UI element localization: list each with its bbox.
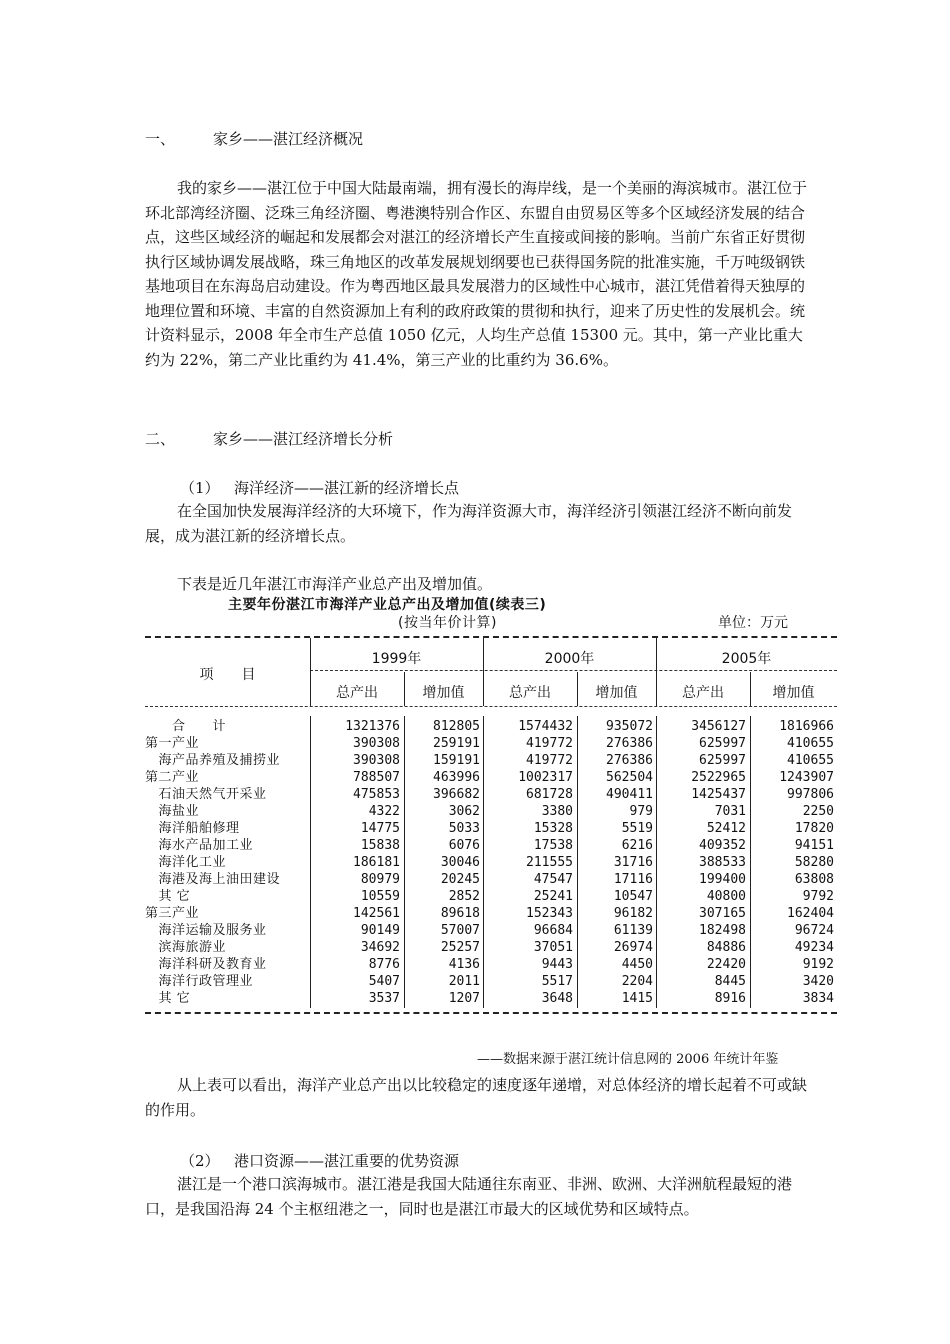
row-label: 海水产品加工业 (145, 838, 254, 853)
paragraph-4-text: 从上表可以看出，海洋产业总产出以比较稳定的速度逐年递增，对总体经济的增长起着不可或缺的作用。 (145, 1076, 808, 1119)
table-header-rule (145, 706, 837, 707)
cell-added-value: 9192 (802, 957, 834, 972)
cell-output: 80979 (360, 872, 400, 887)
cell-output: 1574432 (518, 719, 573, 734)
cell-output: 8776 (368, 957, 400, 972)
cell-added-value: 20245 (440, 872, 480, 887)
cell-output: 142561 (353, 906, 400, 921)
table-subtitle: (按当年价计算) (398, 615, 497, 631)
cell-output: 8916 (714, 991, 746, 1006)
paragraph-1 (145, 176, 815, 372)
table-row (145, 854, 837, 871)
table-row (145, 990, 837, 1007)
cell-added-value: 96182 (613, 906, 653, 921)
cell-output: 15328 (533, 821, 573, 836)
cell-added-value: 1816966 (779, 719, 834, 734)
cell-added-value: 26974 (613, 940, 653, 955)
row-label: 石油天然气开采业 (145, 787, 267, 802)
cell-output: 7031 (714, 804, 746, 819)
cell-added-value: 31716 (613, 855, 653, 870)
cell-output: 388533 (699, 855, 746, 870)
cell-added-value: 463996 (433, 770, 480, 785)
row-label: 海产品养殖及捕捞业 (145, 753, 281, 768)
row-label: 海洋运输及服务业 (145, 923, 267, 938)
cell-added-value: 89618 (440, 906, 480, 921)
cell-output: 625997 (699, 736, 746, 751)
cell-added-value: 2204 (621, 974, 653, 989)
table-row (145, 905, 837, 922)
cell-added-value: 57007 (440, 923, 480, 938)
section-1-heading (145, 128, 363, 149)
row-label: 其 它 (145, 889, 191, 904)
paragraph-2 (145, 499, 815, 548)
year-header-2000: 2000年 (544, 651, 595, 667)
table-year-rule (310, 670, 837, 671)
table-row (145, 973, 837, 990)
row-label: 合 计 (145, 719, 227, 734)
cell-output: 1321376 (345, 719, 400, 734)
cell-added-value: 410655 (787, 753, 834, 768)
table-row (145, 888, 837, 905)
cell-output: 9443 (541, 957, 573, 972)
cell-added-value: 30046 (440, 855, 480, 870)
subheader-output: 总产出 (682, 685, 724, 701)
cell-added-value: 410655 (787, 736, 834, 751)
subsection-1-number: （1） (180, 479, 220, 497)
cell-output: 475853 (353, 787, 400, 802)
cell-output: 390308 (353, 736, 400, 751)
table-row (145, 803, 837, 820)
cell-added-value: 3834 (802, 991, 834, 1006)
cell-added-value: 5033 (448, 821, 480, 836)
cell-added-value: 276386 (606, 736, 653, 751)
cell-added-value: 17116 (613, 872, 653, 887)
cell-output: 84886 (706, 940, 746, 955)
year-header-2005: 2005年 (721, 651, 772, 667)
cell-output: 681728 (526, 787, 573, 802)
cell-output: 419772 (526, 736, 573, 751)
subsection-1-title: 海洋经济——湛江新的经济增长点 (234, 479, 460, 497)
cell-output: 211555 (526, 855, 573, 870)
cell-added-value: 490411 (606, 787, 653, 802)
table-intro: 下表是近几年湛江市海洋产业总产出及增加值。 (177, 575, 493, 593)
section-1-number: 一、 (145, 130, 176, 148)
cell-output: 17538 (533, 838, 573, 853)
table-row (145, 922, 837, 939)
section-2-number: 二、 (145, 430, 176, 448)
row-label: 其 它 (145, 991, 191, 1006)
cell-added-value: 3062 (448, 804, 480, 819)
cell-added-value: 162404 (787, 906, 834, 921)
cell-output: 34692 (360, 940, 400, 955)
cell-added-value: 96724 (794, 923, 834, 938)
table-row (145, 939, 837, 956)
cell-output: 419772 (526, 753, 573, 768)
cell-added-value: 5519 (621, 821, 653, 836)
table-row (145, 837, 837, 854)
subheader-output: 总产出 (336, 685, 378, 701)
cell-output: 22420 (706, 957, 746, 972)
subheader-output: 总产出 (509, 685, 551, 701)
cell-added-value: 812805 (433, 719, 480, 734)
cell-added-value: 1207 (448, 991, 480, 1006)
paragraph-5-text: 湛江是一个港口滨海城市。湛江港是我国大陆通往东南亚、非洲、欧洲、大洋洲航程最短的港口，是我国沿海 24 个主枢纽港之一，同时也是湛江市最大的区域优势和区域特点。 (145, 1175, 793, 1218)
row-label: 第一产业 (145, 736, 200, 751)
cell-added-value: 6216 (621, 838, 653, 853)
cell-added-value: 63808 (794, 872, 834, 887)
cell-output: 307165 (699, 906, 746, 921)
row-label: 海洋船舶修理 (145, 821, 240, 836)
row-label: 滨海旅游业 (145, 940, 227, 955)
row-label: 海洋行政管理业 (145, 974, 254, 989)
cell-output: 3380 (541, 804, 573, 819)
row-label: 海港及海上油田建设 (145, 872, 281, 887)
cell-output: 186181 (353, 855, 400, 870)
cell-output: 10559 (360, 889, 400, 904)
cell-output: 390308 (353, 753, 400, 768)
cell-output: 90149 (360, 923, 400, 938)
cell-output: 1425437 (691, 787, 746, 802)
section-2-title: 家乡——湛江经济增长分析 (213, 430, 394, 448)
cell-output: 40800 (706, 889, 746, 904)
cell-output: 152343 (526, 906, 573, 921)
paragraph-4 (145, 1073, 815, 1122)
cell-added-value: 979 (629, 804, 653, 819)
cell-added-value: 25257 (440, 940, 480, 955)
cell-added-value: 94151 (794, 838, 834, 853)
row-label: 第三产业 (145, 906, 200, 921)
cell-added-value: 562504 (606, 770, 653, 785)
row-label: 海盐业 (145, 804, 200, 819)
cell-added-value: 17820 (794, 821, 834, 836)
subheader-added-value: 增加值 (422, 685, 465, 701)
cell-added-value: 4136 (448, 957, 480, 972)
table-row (145, 956, 837, 973)
subsection-2-title: 港口资源——湛江重要的优势资源 (234, 1152, 460, 1170)
table-row (145, 752, 837, 769)
section-2-heading (145, 428, 393, 449)
cell-added-value: 935072 (606, 719, 653, 734)
cell-added-value: 276386 (606, 753, 653, 768)
cell-output: 5517 (541, 974, 573, 989)
cell-output: 2522965 (691, 770, 746, 785)
table-row (145, 871, 837, 888)
cell-output: 625997 (699, 753, 746, 768)
data-source: ——数据来源于湛江统计信息网的 2006 年统计年鉴 (477, 1052, 779, 1067)
cell-output: 409352 (699, 838, 746, 853)
cell-added-value: 4450 (621, 957, 653, 972)
cell-output: 5407 (368, 974, 400, 989)
paragraph-5 (145, 1172, 815, 1221)
table-title: 主要年份湛江市海洋产业总产出及增加值(续表三) (228, 597, 547, 613)
cell-added-value: 2852 (448, 889, 480, 904)
table-row (145, 735, 837, 752)
row-label: 海洋科研及教育业 (145, 957, 267, 972)
table-top-rule (145, 636, 837, 638)
cell-output: 52412 (706, 821, 746, 836)
cell-output: 25241 (533, 889, 573, 904)
table-row (145, 769, 837, 786)
table-bottom-rule (145, 1012, 837, 1014)
cell-added-value: 259191 (433, 736, 480, 751)
item-header: 项 目 (199, 667, 256, 683)
subheader-added-value: 增加值 (595, 685, 638, 701)
cell-added-value: 10547 (613, 889, 653, 904)
cell-output: 199400 (699, 872, 746, 887)
subheader-added-value: 增加值 (772, 685, 815, 701)
cell-output: 788507 (353, 770, 400, 785)
cell-output: 182498 (699, 923, 746, 938)
year-header-1999: 1999年 (371, 651, 422, 667)
cell-added-value: 61139 (613, 923, 653, 938)
table-row (145, 786, 837, 803)
cell-added-value: 9792 (802, 889, 834, 904)
cell-output: 3537 (368, 991, 400, 1006)
subsection-2-heading (180, 1150, 459, 1171)
subsection-1-heading (180, 477, 459, 498)
cell-added-value: 997806 (787, 787, 834, 802)
cell-added-value: 2250 (802, 804, 834, 819)
cell-output: 3648 (541, 991, 573, 1006)
cell-added-value: 6076 (448, 838, 480, 853)
cell-added-value: 1415 (621, 991, 653, 1006)
cell-output: 14775 (360, 821, 400, 836)
paragraph-1-text: 我的家乡——湛江位于中国大陆最南端，拥有漫长的海岸线，是一个美丽的海滨城市。湛江位于环北部湾经济圈、泛珠三角经济圈、粤港澳特别合作区、东盟自由贸易区等多个区域经济发展的结合点，这些区域经济的崛起和发展都会对湛江的经济增长产生直接或间接的影响。当前广东省正好贯彻执行区域协调发展战略，珠三角地区的改革发展规划纲要也已获得国务院的批准实施，千万吨级钢铁基地项目在东海岛启动建设。作为粤西地区最具发展潜力的区域性中心城市，湛江凭借着得天独厚的地理位置和环境、丰富的自然资源加上有利的政府政策的贯彻和执行，迎来了历史性的发展机会。统计资料显示，2008 年全市生产总值 1050 亿元，人均生产总值 15300 元。其中，第一产业比重大约为 22%，第二产业比重约为 41.4%，第三产业的比重约为 36.6%。 (145, 179, 808, 369)
paragraph-2-text: 在全国加快发展海洋经济的大环境下，作为海洋资源大市，海洋经济引领湛江经济不断向前发展，成为湛江新的经济增长点。 (145, 502, 793, 545)
cell-output: 96684 (533, 923, 573, 938)
cell-added-value: 3420 (802, 974, 834, 989)
subsection-2-number: （2） (180, 1152, 220, 1170)
cell-output: 47547 (533, 872, 573, 887)
table-row (145, 718, 837, 735)
row-label: 第二产业 (145, 770, 200, 785)
cell-output: 4322 (368, 804, 400, 819)
cell-added-value: 1243907 (779, 770, 834, 785)
cell-added-value: 396682 (433, 787, 480, 802)
section-1-title: 家乡——湛江经济概况 (213, 130, 364, 148)
cell-added-value: 58280 (794, 855, 834, 870)
cell-output: 8445 (714, 974, 746, 989)
cell-added-value: 159191 (433, 753, 480, 768)
table-row (145, 820, 837, 837)
cell-added-value: 2011 (448, 974, 480, 989)
table-unit: 单位：万元 (718, 615, 788, 631)
cell-output: 15838 (360, 838, 400, 853)
row-label: 海洋化工业 (145, 855, 227, 870)
cell-output: 1002317 (518, 770, 573, 785)
cell-output: 3456127 (691, 719, 746, 734)
cell-added-value: 49234 (794, 940, 834, 955)
cell-output: 37051 (533, 940, 573, 955)
